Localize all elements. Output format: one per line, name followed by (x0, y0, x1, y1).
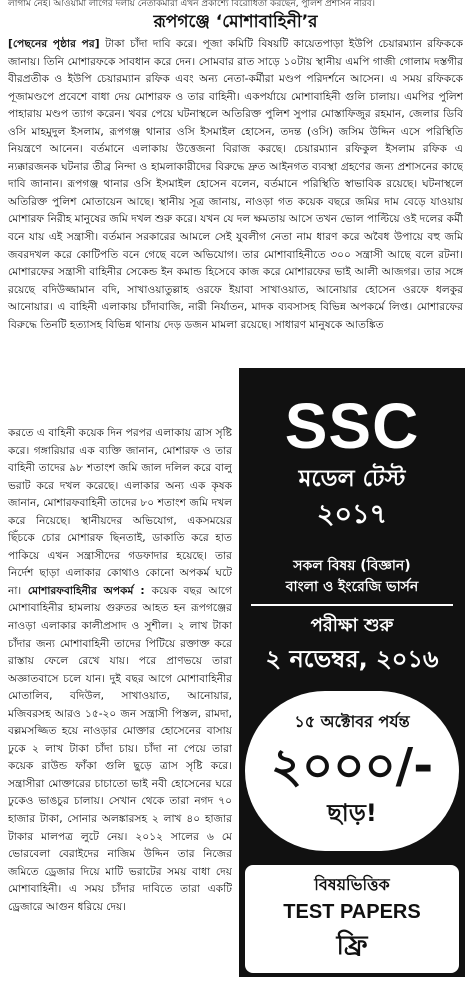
ad-box-test-papers: TEST PAPERS (283, 901, 421, 923)
ad-offer-deadline: ১৫ অক্টোবর পর্যন্ত (294, 712, 410, 731)
ad-test-papers-box (245, 865, 459, 973)
continued-from-label: [পেছনের পৃষ্ঠার পর] (8, 38, 106, 50)
column-paragraph: করতে এ বাহিনী কয়েক দিন পরপর এলাকায় ত্রাস সৃষ্টি করে। গঙ্গারিয়ার এক ব্যক্তি জানান, মোশারফ ও তার বাহিনী তাদের ৯৮ শতাংশ জমি জাল দলিল করে বালু ভরাট করে দখল করেছে। এলাকার অন্য এক কৃষক জানান, মোশারফবাহিনী তাদের ৮০ শতাংশ জমি দখল করে নিয়েছে। স্থানীয়দের অভিযোগ, একসময়ের ছিঁচকে চোর মোশারফ ছিনতাই, ডাকাতি করে হাত পাকিয়ে এখন সন্ত্রাসীদের গডফাদার হয়েছে। তার নির্দেশ ছাড়া এলাকার কোথাও কোনো অপকর্ম ঘটে না। (8, 427, 232, 597)
previous-article-fragment: লাগাম নেই। আওয়ামী লীগের দলীয় নেতাকর্মীরা এখন প্রকাশ্যে বিরোধিতা করছেন, পুলিশ প্রশাসন নীরব। (8, 0, 375, 9)
ad-offer-price: ২০০০/- (270, 738, 434, 794)
ad-versions: বাংলা ও ইংরেজি ভার্সন (285, 579, 419, 595)
ad-subjects: সকল বিষয় (বিজ্ঞান) (293, 558, 411, 574)
ad-offer-discount: ছাড়! (327, 799, 377, 827)
ad-exam-date: ২ নভেম্বর, ২০১৬ (265, 645, 439, 673)
article-paragraph: টাকা চাঁদা দাবি করে। পূজা কমিটি বিষয়টি কায়েতপাড়া ইউপি চেয়ারম্যান রফিককে জানায়। তিনি মোশারফকে সাবধান করে দেন। সোমবার রাত সাড়ে ১০টায় স্থানীয় এমপি গাজী গোলাম দস্তগীর বীরপ্রতীক ও ইউপি চেয়ারম্যান রফিক এবং অন্য নেতা-কর্মীরা মণ্ডপ পরিদর্শনে আসেন। এ সময় রফিককে পূজামণ্ডপে প্রবেশে বাধা দেয় মোশারফ ও তার বাহিনী। একপর্যায়ে মোশাবাহিনী গুলি চালায়। এমপির পুলিশ পাহারায় মণ্ডপ ত্যাগ করেন। খবর পেয়ে ঘটনাস্থলে অতিরিক্ত পুলিশ সুপার মোস্তাফিজুর রহমান, জেলার ডিবি ওসি মাহমুদুল ইসলাম, রূপগঞ্জ থানার ওসি ইসমাইল হোসেন, তদন্ত (ওসি) জসিম উদ্দিন এসে পরিস্থিতি নিয়ন্ত্রণে আনেন। বর্তমানে এলাকায় উত্তেজনা বিরাজ করছে। চেয়ারম্যান রফিকুল ইসলাম রফিক এ ন্যক্কারজনক ঘটনার তীব্র নিন্দা ও হামলাকারীদের বিরুদ্ধে দ্রুত আইনগত ব্যবস্থা গ্রহণের জন্য প্রশাসনের কাছে দাবি জানান। রূপগঞ্জ থানার ওসি ইসমাইল হোসেন বলেন, বর্তমানে পরিস্থিতি স্বাভাবিক রয়েছে। ঘটনাস্থলে অতিরিক্ত পুলিশ মোতায়েন আছে। স্থানীয় সূত্র জানায়, নাওড়া গত কয়েক বছরে জমির দাম বেড়ে যাওয়ায় মোশারফ নিরীহ মানুষের জমি দখল শুরু করে। যখন যে দল ক্ষমতায় আসে তখন ভোল পাল্টিয়ে ওই দলের কর্মী বনে যায় এই সন্ত্রাসী। বর্তমান সরকারের আমলে সেই যুবলীগ নেতা নাম ধারণ করে অবৈধ উপায়ে বহু জমি জবরদখল করে কোটিপতি বনে গেছে বলে অভিযোগ। তার মোশাবাহিনীতে ৩০০ সন্ত্রাসী আছে বলে রটনা। মোশারফের সন্ত্রাসী বাহিনীর সেকেন্ড ইন কমান্ড হিসেবে কাজ করে মোশারফের ভাই আলী আজগর। তার সঙ্গে রয়েছে বদিউজ্জামান বদি, সাখাওয়াতুল্লাহ ওরফে ইয়াবা সাখাওয়াত, আনোয়ার হোসেন ওরফে ধলকুর আনোয়ার। এ বাহিনী এলাকায় চাঁদাবাজি, নারী নির্যাতন, মাদক ব্যবসাসহ বিভিন্ন অপকর্মে লিপ্ত। মোশারফের বিরুদ্ধে তিনটি হত্যাসহ বিভিন্ন থানায় দেড় ডজন মামলা রয়েছে। সাধারণ মানুষকে আতঙ্কিত (8, 38, 463, 331)
section-subheading: মোশারফবাহিনীর অপকর্ম : (27, 584, 152, 597)
ad-box-subject-label: বিষয়ভিত্তিক (314, 875, 390, 894)
ssc-advertisement (239, 368, 465, 977)
ad-offer-badge (245, 691, 459, 851)
ad-box-free: ফ্রি (336, 931, 368, 961)
ad-divider (251, 604, 453, 606)
ad-subtitle: মডেল টেস্ট (298, 466, 406, 492)
article-headline: রূপগঞ্জে ‘মোশাবাহিনী’র (153, 12, 318, 32)
ad-title: SSC (284, 390, 420, 462)
column-paragraph: কয়েক বছর আগে মোশাবাহিনীর হামলায় গুরুতর আহত হন রূপগঞ্জের নাওড়া এলাকার কালীপ্রসাদ ও সুশীল। ২ লাখ টাকা চাঁদার জন্য মোশাবাহিনী তাদের পিটিয়ে রক্তাক্ত করে রাস্তায় ফেলে রেখে যায়। পরে প্রাণভয়ে তারা অজ্ঞাতবাসে চলে যান। দুই বছর আগে মোশাবাহিনীর মোতালিব, বদিউল, সাখাওয়াত, আনোয়ার, মজিবরসহ আরও ১৫-২০ জন সন্ত্রাসী পিস্তল, রামদা, বল্লমসজ্জিত হয়ে নাওড়ার মোক্তার হোসেনের বাসায় ঢুকে ২ লাখ টাকা চাঁদা চায়। চাঁদা না পেয়ে তারা কয়েক রাউন্ড ফাঁকা গুলি ছুড়ে ত্রাস সৃষ্টি করে। সন্ত্রাসীরা মোক্তারের চাচাতো ভাই নবী হোসেনের ঘরে ঢুকেও ভাঙচুর চালায়। সেখান থেকে তারা নগদ ৭০ হাজার টাকা, সোনার অলঙ্কারসহ ২ লাখ ৪০ হাজার টাকার মালপত্র লুটে নেয়। ২০১২ সালের ৬ মে ভোরবেলা বেরাইদের নাজিম উদ্দিন তার নিজের জমিতে ড্রেজার দিয়ে মাটি ভরাটের সময় বাধা দেয় মোশাবাহিনী। এ সময় চাঁদার দাবিতে তারা একটি ড্রেজারে আগুন ধরিয়ে দেয়। (8, 584, 232, 913)
ad-exam-label: পরীক্ষা শুরু (310, 615, 394, 636)
article-body (8, 36, 463, 425)
article-column (8, 425, 232, 981)
ad-year: ২০১৭ (316, 499, 388, 530)
